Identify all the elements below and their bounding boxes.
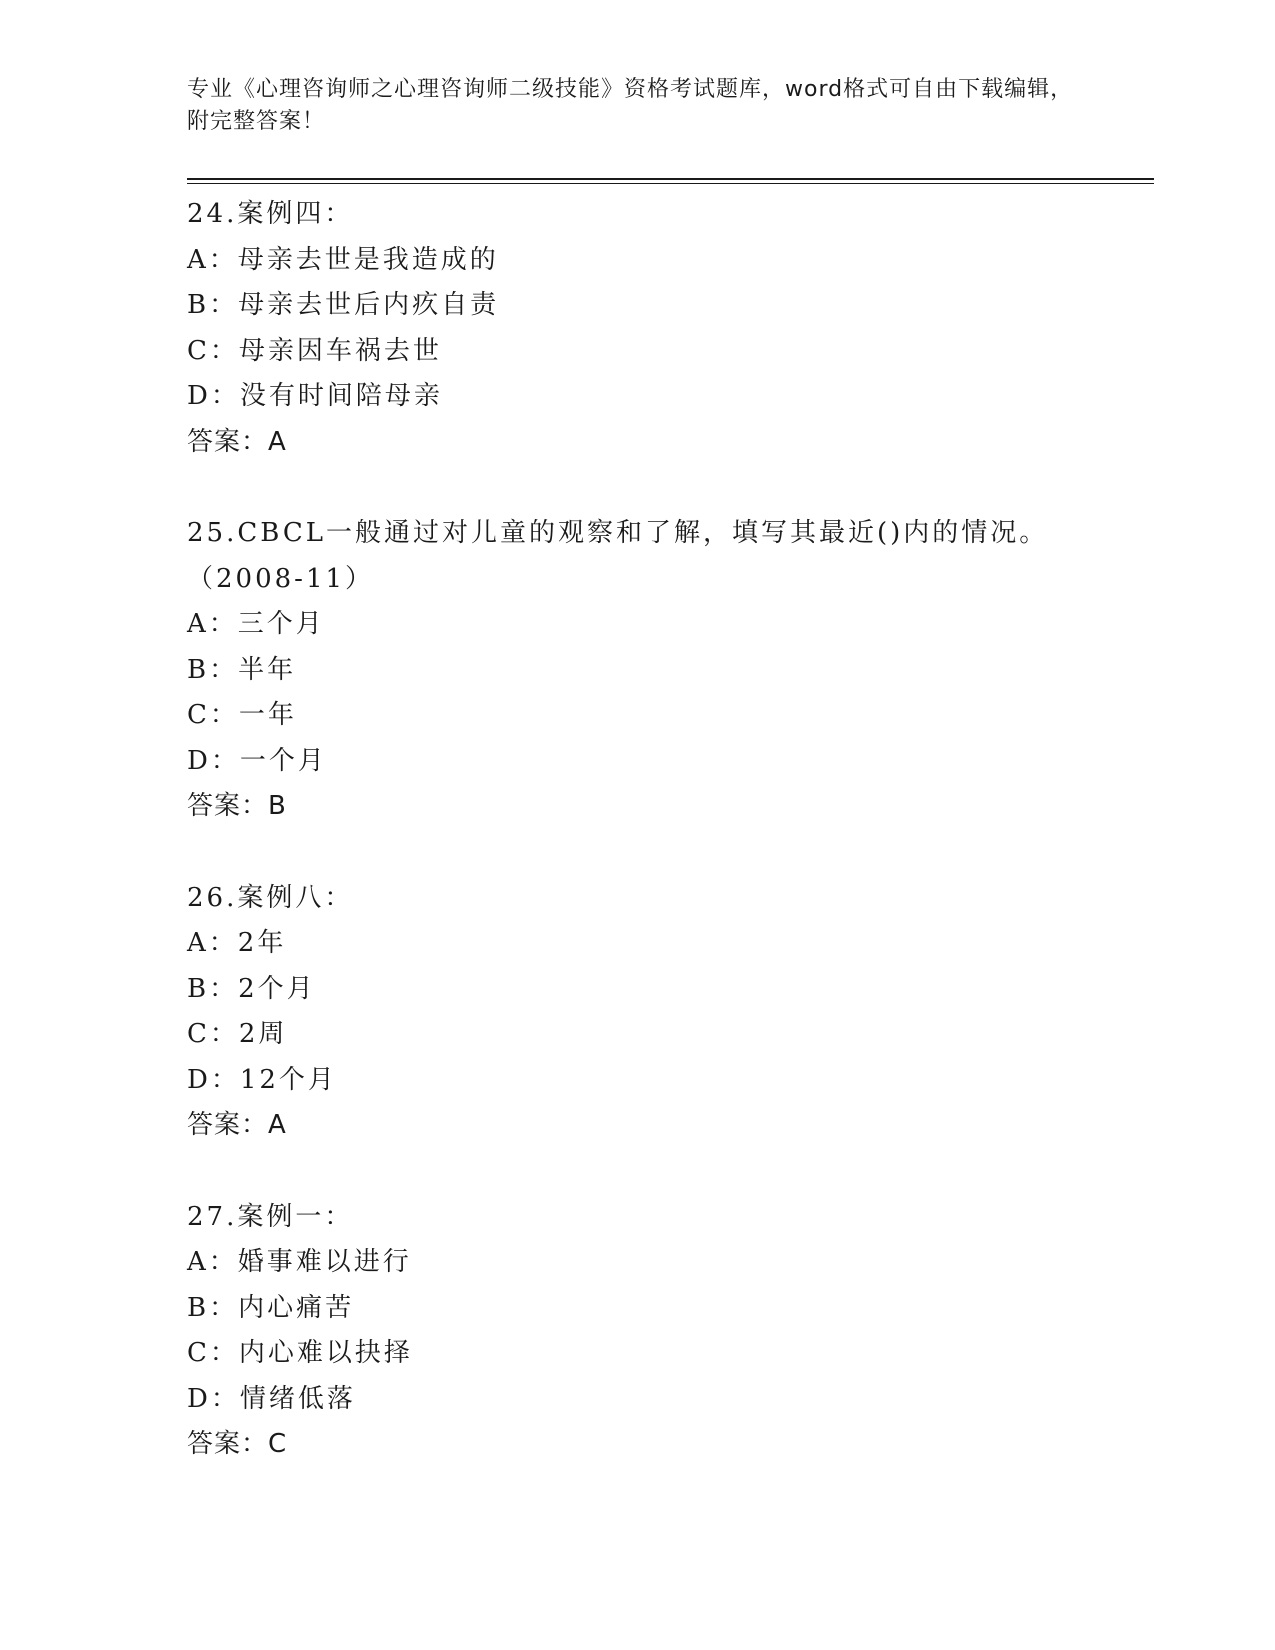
option-a: A：2年: [187, 928, 287, 958]
question-item: [187, 511, 1067, 830]
page-header: 专业《心理咨询师之心理咨询师二级技能》资格考试题库，word格式可自由下载编辑，附完整答案！: [187, 77, 1074, 134]
option-d: D：没有时间陪母亲: [187, 381, 443, 411]
question-stem: 26.案例八：: [187, 882, 354, 913]
answer-label: 答案：C: [187, 1429, 288, 1459]
question-item: [187, 1195, 1067, 1468]
option-c: C：一年: [187, 700, 297, 730]
option-a: A：三个月: [187, 609, 325, 639]
question-list: [187, 192, 1067, 1514]
question-stem: 27.案例一：: [187, 1201, 354, 1232]
option-d: D：12个月: [187, 1064, 337, 1095]
question-stem: 24.案例四：: [187, 199, 354, 229]
option-c: C：母亲因车祸去世: [187, 335, 442, 366]
answer-label: 答案：A: [187, 1110, 287, 1140]
option-b: B：母亲去世后内疚自责: [187, 290, 500, 320]
header-divider-thin: [187, 183, 1154, 184]
option-c: C：内心难以抉择: [187, 1338, 413, 1368]
question-stem: 25.CBCL一般通过对儿童的观察和了解，填写其最近()内的情况。（2008-11）: [187, 518, 1049, 594]
option-a: A：母亲去世是我造成的: [187, 244, 499, 275]
option-d: D：一个月: [187, 745, 327, 776]
answer-label: 答案：A: [187, 426, 287, 457]
option-b: B：半年: [187, 654, 297, 685]
answer-label: 答案：B: [187, 791, 287, 821]
question-item: [187, 192, 1067, 465]
option-a: A：婚事难以进行: [187, 1247, 412, 1277]
option-d: D：情绪低落: [187, 1383, 356, 1414]
option-b: B：2个月: [187, 973, 316, 1004]
option-b: B：内心痛苦: [187, 1292, 355, 1323]
question-item: [187, 876, 1067, 1149]
header-divider: [187, 178, 1154, 180]
option-c: C：2周: [187, 1019, 288, 1049]
